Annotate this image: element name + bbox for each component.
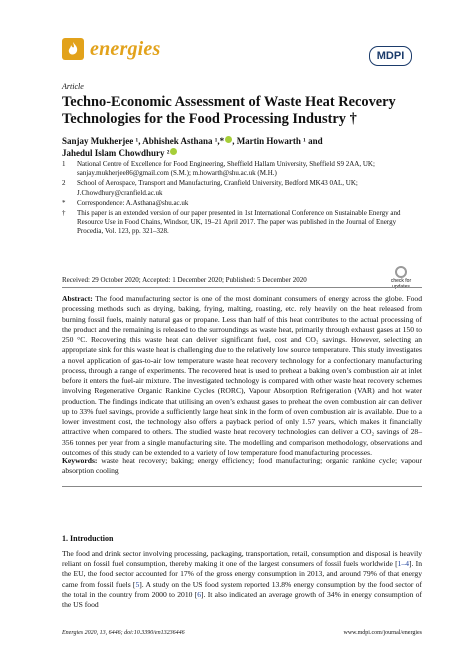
article-title: Techno-Economic Assessment of Waste Heat Recovery Technologies for the Food Processing Industry †: [62, 94, 396, 127]
affiliation-item: [62, 199, 422, 208]
intro-text: The food and drink sector involving processing, packaging, transportation, retail, consumption and disposal is heavily reliant on fossil fuel consumption, thereby making it one of the largest consumers of fossil fuels worldwide [: [62, 549, 422, 569]
section-heading: 1. Introduction: [62, 534, 114, 543]
energies-flame-icon: [62, 38, 84, 60]
affiliation-mark: 1: [62, 160, 66, 168]
orcid-icon[interactable]: [170, 148, 177, 155]
affiliation-item: [62, 160, 422, 178]
check-updates-icon: [395, 266, 407, 278]
affiliation-text: National Centre of Excellence for Food Engineering, Sheffield Hallam University, Sheffield S9 2AA, UK; sanjay.mukherjee86@gmail.com (S.M.); m.howarth@shu.ac.uk (M.H.): [77, 160, 375, 178]
citation-link[interactable]: 5: [135, 579, 140, 589]
author-list: [62, 135, 422, 159]
citation-link[interactable]: 1–4: [397, 559, 410, 569]
correspondence-text: Correspondence: A.Asthana@shu.ac.uk: [77, 198, 189, 207]
citation-link[interactable]: 6: [197, 589, 202, 599]
introduction-paragraph: [62, 549, 422, 610]
keywords: [62, 456, 422, 477]
journal-url[interactable]: www.mdpi.com/journal/energies: [343, 630, 422, 636]
affiliation-mark: †: [62, 209, 66, 218]
affiliation-item: [62, 179, 422, 197]
abstract-label: Abstract:: [62, 294, 93, 303]
authors-line2: Jahedul Islam Chowdhury ²: [62, 148, 170, 158]
keywords-label: Keywords:: [62, 456, 98, 465]
publication-dates: Received: 29 October 2020; Accepted: 1 December 2020; Published: 5 December 2020: [62, 276, 307, 284]
divider: [62, 287, 422, 288]
extended-version-note: This paper is an extended version of our paper presented in 1st International Conference on Sustainable Energy and Resource Use in Food Chains, Windsor, UK, 19–21 April 2017. The paper was published in the Journal of Energy Procedia, Vol. 123, pp. 321–328.: [77, 209, 401, 236]
abstract: [62, 294, 422, 458]
intro-text: ]. A study on the US food system reported 13.8% energy consumption by the food sector of the total in the country from 2000 to 2010 [: [62, 579, 422, 599]
abstract-text: The food manufacturing sector is one of the most dominant consumers of energy across the globe. Food processing methods such as drying, baking, frying, malting, roasting, etc. rely heavily on the heat released from burning fossil fuels, mainly natural gas or propane. Less than half of this heat contributes to the actual processing of the product and the remaining is released to the surroundings as waste heat, primarily through exhaust gases at 150 to 250 °C. Recovering this waste heat can deliver significant fuel, cost and CO₂ savings. However, selecting an appropriate sink for this waste heat is challenging due to the relatively low source temperature. This study investigates a novel application of gas-to-air low temperature waste heat recovery technology for a confectionary manufacturing process, through a range of experiments. The recovered heat is used to preheat a baking oven’s combustion air at inlet before it enters the fuel-air mixture. The investigated technology is compared with other waste heat recovery schemes involving Regenerative Organic Rankine Cycles (RORC), Vapour Absorption Refrigeration (VAR) and hot water production. The findings indicate that utilising an oven’s exhaust gases to preheat the oven combustion air can deliver up to 33% fuel savings, provide a sufficiently large heat sink in the form of oven combustion air is available. Due to a lower investment cost, the technology also offers a payback period of only 1.57 years, which makes it financially attractive when compared to others. The studied waste heat recovery technologies can deliver a CO₂ savings of 28–356 tonnes per year from a single manufacturing site. The modelling and comparison methodology, observations and outcomes of this study can be extended to a variety of low temperature food manufacturing processes.: [62, 294, 422, 457]
journal-name: energies: [90, 38, 161, 60]
authors-line1b: , Martin Howarth ¹ and: [232, 136, 323, 146]
affiliation-text: School of Aerospace, Transport and Manufacturing, Cranfield University, Bedford MK43 0AL, UK; J.Chowdhury@cranfield.ac.uk: [77, 179, 358, 197]
check-updates-label: check for updates: [390, 278, 412, 290]
affiliation-mark: *: [62, 198, 66, 207]
affiliation-item: [62, 209, 422, 237]
mdpi-logo: MDPI: [369, 46, 412, 66]
divider: [62, 486, 422, 487]
authors-line1: Sanjay Mukherjee ¹, Abhishek Asthana ¹,*: [62, 136, 225, 146]
intro-text: ]. In the EU, the food sector accounted for 17% of the gross energy consumption in 2013, and around 79% of that energy came from fossil fuels [: [62, 559, 422, 589]
citation-footer: Energies 2020, 13, 6446; doi:10.3390/en13236446: [62, 630, 185, 636]
article-type: Article: [62, 82, 84, 91]
intro-text: ]. It also indicated an average growth of 34% in energy consumption of the US food: [62, 589, 423, 610]
journal-header: [62, 38, 422, 66]
affiliation-mark: 2: [62, 179, 66, 188]
affiliations: [62, 160, 422, 238]
keywords-text: waste heat recovery; baking; energy efficiency; food manufacturing; organic rankine cycle; vapour absorption cooling: [62, 456, 422, 476]
